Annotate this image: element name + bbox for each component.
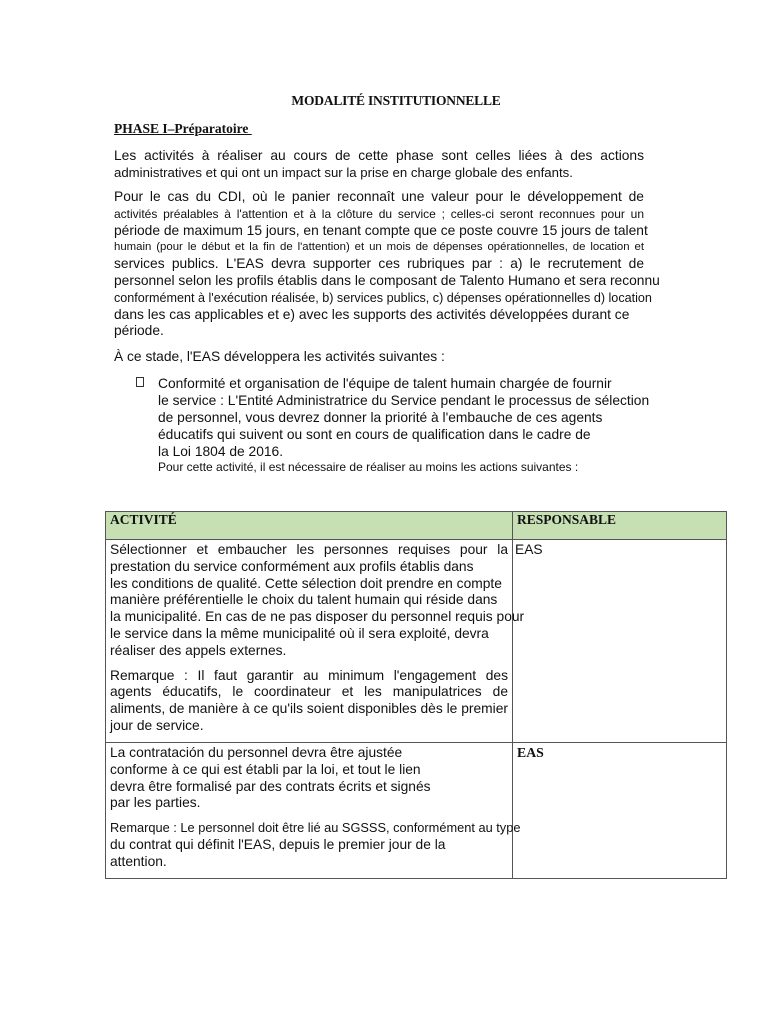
remark-line: aliments, de manière à ce qu'ils soient disponibles dès le premier (110, 701, 508, 717)
activity-line: conforme à ce qui est établi par la loi, et tout le lien (110, 761, 421, 777)
bullet-line: Conformité et organisation de l'équipe de talent humain chargée de fournir (158, 376, 612, 391)
bullet-note: Pour cette activité, il est nécessaire de réaliser au moins les actions suivantes : (158, 460, 579, 474)
bullet-line: la Loi 1804 de 2016. (158, 444, 284, 459)
remark-line: attention. (110, 853, 167, 869)
activity-cell (106, 540, 525, 743)
remark-line: Remarque : Il faut garantir au minimum l'engagement des (110, 667, 508, 683)
activity-line: Sélectionner et embaucher les personnes requises pour la (110, 542, 508, 557)
table-row (106, 743, 727, 879)
missing-glyph-box-icon (136, 377, 144, 387)
phase-heading: PHASE I–Préparatoire (114, 121, 252, 136)
stage-intro-line: À ce stade, l'EAS développera les activités suivantes : (114, 349, 445, 364)
table-header-row (106, 512, 727, 540)
cdi-line: humain (pour le début et la fin de l'attention) et un mois de dépenses opérationnelles, de location et (114, 241, 644, 254)
activity-line: par les parties. (110, 795, 201, 811)
remark-line: Remarque : Le personnel doit être lié au SGSSS, conformément au type (110, 820, 521, 836)
bullet-item (158, 375, 648, 474)
activity-text (106, 743, 521, 871)
table-row (106, 540, 727, 743)
responsible-value: EAS (515, 542, 543, 557)
activity-line: les conditions de qualité. Cette sélection doit prendre en compte (110, 575, 502, 591)
remark-line: jour de service. (110, 717, 204, 733)
cdi-line: activités préalables à l'attention et à la clôture du service ; celles-ci seront reconnues pour un (114, 206, 644, 221)
header-activity: ACTIVITÉ (106, 512, 513, 540)
activity-table (105, 511, 727, 879)
responsible-cell (513, 540, 727, 743)
activity-line: le service dans la même municipalité où il sera exploité, devra (110, 625, 489, 641)
intro-paragraph (114, 147, 644, 181)
activity-line: La contratación du personnel devra être ajustée (110, 745, 403, 760)
responsible-cell (513, 743, 727, 879)
activity-line: réaliser des appels externes. (110, 642, 287, 658)
cdi-line: dans les cas applicables et e) avec les supports des activités développées durant ce (114, 306, 630, 322)
cdi-paragraph (114, 189, 660, 340)
remark-line: du contrat qui définit l'EAS, depuis le premier jour de la (110, 836, 446, 852)
bullet-line: de personnel, vous devrez donner la priorité à l'embauche de ces agents (158, 410, 603, 425)
cdi-line: services publics. L'EAS devra supporter ces rubriques par : a) le recrutement de (114, 256, 644, 272)
cdi-line: conformément à l'exécution réalisée, b) services publics, c) dépenses opérationnelles d) location (114, 290, 652, 305)
cdi-line: personnel selon les profils établis dans le composant de Talento Humano et sera reconnu (114, 272, 660, 288)
activity-line: la municipalité. En cas de ne pas disposer du personnel requis pour (110, 609, 525, 625)
header-responsible: RESPONSABLE (513, 512, 727, 540)
activity-text (106, 540, 525, 735)
activity-line: prestation du service conformément aux profils établis dans (110, 558, 474, 574)
cdi-line: période. (114, 323, 164, 339)
activity-line: manière préférentielle le choix du talent humain qui réside dans (110, 592, 498, 608)
intro-line: administratives et qui ont un impact sur la prise en charge globale des enfants. (114, 165, 573, 180)
bullet-line: le service : L'Entité Administratrice du Service pendant le processus de sélection (158, 393, 650, 408)
cdi-line: période de maximum 15 jours, en tenant compte que ce poste couvre 15 jours de talent (114, 222, 648, 238)
remark-line: agents éducatifs, le coordinateur et les manipulatrices de (110, 684, 508, 700)
cdi-line: Pour le cas du CDI, où le panier reconnaît une valeur pour le développement de (114, 189, 644, 204)
document-title: MODALITÉ INSTITUTIONNELLE (291, 93, 501, 108)
activity-cell (106, 743, 521, 879)
activity-line: devra être formalisé par des contrats écrits et signés (110, 778, 431, 794)
responsible-value: EAS (517, 745, 544, 760)
intro-line: Les activités à réaliser au cours de cette phase sont celles liées à des actions (114, 148, 644, 163)
bullet-line: éducatifs qui suivent ou sont en cours de qualification dans le cadre de (158, 427, 591, 442)
stage-intro (114, 348, 644, 365)
